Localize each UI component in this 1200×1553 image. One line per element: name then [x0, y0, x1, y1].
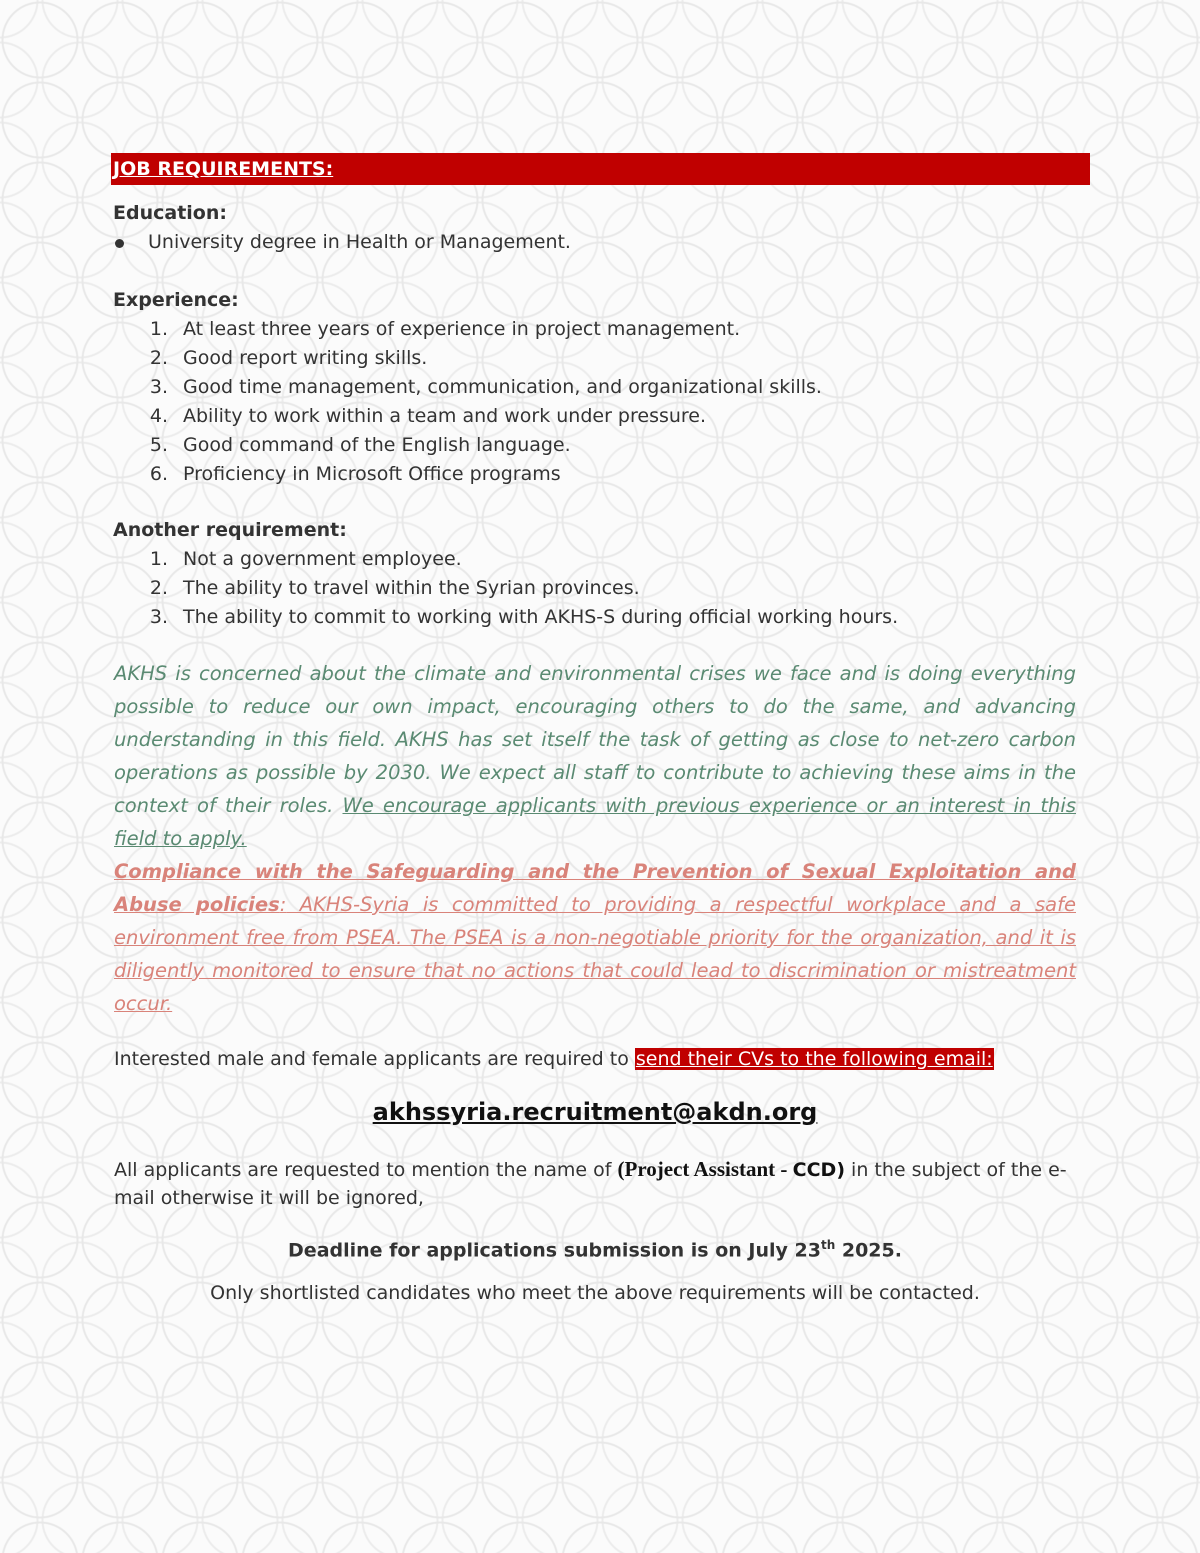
list-number: 1.	[149, 318, 168, 340]
list-number: 2.	[149, 347, 168, 369]
recruitment-email-link[interactable]: akhssyria.recruitment@akdn.org	[372, 1098, 818, 1126]
subject-instruction	[114, 1157, 1067, 1182]
apply-instruction	[114, 1048, 994, 1070]
psea-heading: Compliance with the Safeguarding and the Prevention of Sexual Exploitation and Abuse policies	[114, 860, 1076, 916]
shortlist-note: Only shortlisted candidates who meet the above requirements will be contacted.	[210, 1282, 980, 1304]
education-item: University degree in Health or Management.	[148, 231, 571, 253]
list-number: 2.	[149, 577, 168, 599]
deadline-post: 2025.	[835, 1239, 902, 1262]
list-number: 3.	[149, 606, 168, 628]
another-item: Not a government employee.	[183, 548, 462, 570]
list-number: 4.	[149, 405, 168, 427]
deadline-superscript: th	[820, 1238, 836, 1252]
list-number: 3.	[149, 376, 168, 398]
subject-position-code: CCD)	[792, 1159, 846, 1181]
psea-colon: :	[279, 893, 287, 916]
subject-post: in the subject of the e-	[845, 1159, 1067, 1181]
psea-statement	[114, 855, 1076, 1020]
psea-text: AKHS-Syria is committed to providing a respectful workplace and a safe environment free from PSEA. The PSEA is a non-negotiable priority for the organization, and it is diligently monitored to ensure that no actions that could lead to discrimination or mistreatment occur.	[114, 893, 1076, 1015]
subject-pre: All applicants are requested to mention the name of	[114, 1159, 618, 1181]
list-number: 5.	[149, 434, 168, 456]
experience-label: Experience:	[113, 289, 239, 311]
experience-item: Good time management, communication, and organizational skills.	[183, 376, 822, 398]
apply-highlight: send their CVs to the following email:	[635, 1048, 993, 1070]
apply-text: Interested male and female applicants are required to	[114, 1048, 635, 1070]
deadline-pre: Deadline for applications submission is on July 23	[288, 1239, 821, 1262]
experience-item: Proficiency in Microsoft Office programs	[183, 463, 561, 485]
experience-item: Good report writing skills.	[183, 347, 428, 369]
climate-encouragement: We encourage applicants with previous experience or an interest in this field to apply.	[114, 794, 1076, 850]
experience-item: Good command of the English language.	[183, 434, 571, 456]
another-requirement-label: Another requirement:	[113, 519, 347, 541]
bullet-icon	[115, 239, 124, 248]
subject-instruction-continued: mail otherwise it will be ignored,	[114, 1187, 424, 1209]
experience-item: Ability to work within a team and work under pressure.	[183, 405, 707, 427]
another-item: The ability to travel within the Syrian provinces.	[183, 577, 640, 599]
section-banner-job-requirements: JOB REQUIREMENTS:	[111, 153, 1090, 185]
climate-statement	[114, 657, 1076, 855]
another-item: The ability to commit to working with AKHS-S during official working hours.	[183, 606, 899, 628]
education-label: Education:	[113, 202, 227, 224]
list-number: 6.	[149, 463, 168, 485]
list-number: 1.	[149, 548, 168, 570]
experience-item: At least three years of experience in project management.	[183, 318, 741, 340]
subject-position-name: (Project Assistant -	[617, 1157, 793, 1181]
deadline-text	[0, 1238, 1190, 1261]
climate-text: AKHS is concerned about the climate and environmental crises we face and is doing everything possible to reduce our own impact, encouraging others to do the same, and advancing understanding in this field. AKHS has set itself the task of getting as close to net-zero carbon operations as possible by 2030. We expect all staff to contribute to achieving these aims in the context of their roles.	[114, 662, 1076, 817]
